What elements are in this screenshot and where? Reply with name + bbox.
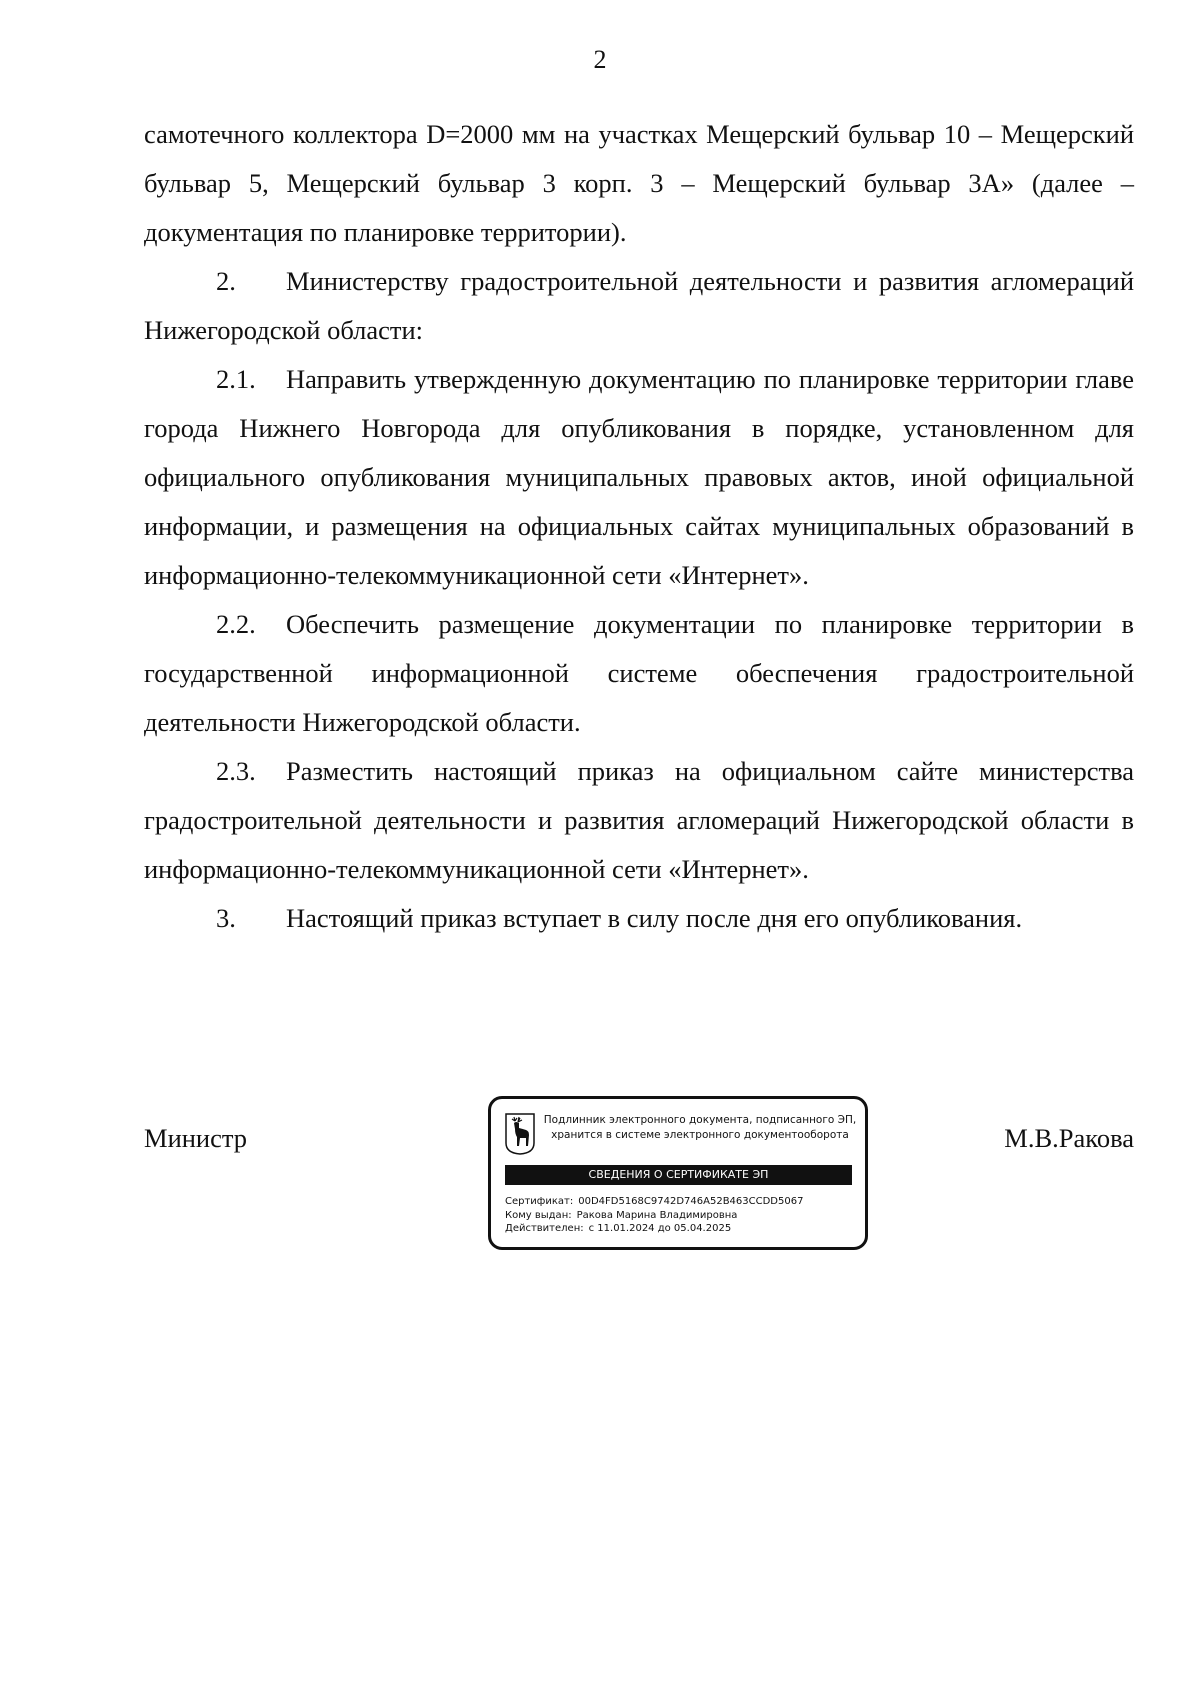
stamp-certificate-bar: СВЕДЕНИЯ О СЕРТИФИКАТЕ ЭП — [505, 1165, 852, 1185]
item-text: Министерству градостроительной деятельности и развития агломераций Нижегородской области: — [144, 266, 1134, 345]
stamp-details — [505, 1195, 855, 1236]
item-2-3 — [144, 747, 1134, 894]
page-number: 2 — [593, 45, 607, 74]
item-number: 2.2. — [216, 609, 256, 639]
item-text: Направить утвержденную документацию по планировке территории главе города Нижнего Новгорода для опубликования в порядке, установленном для официального опубликования муниципальных правовых актов, иной официальной информации, и размещения на официальных сайтах муниципальных образований в информационно-телекоммуникационной сети «Интернет». — [144, 364, 1134, 590]
electronic-signature-stamp — [488, 1096, 868, 1250]
valid-row — [505, 1222, 855, 1236]
valid-label: Действителен: — [505, 1223, 584, 1234]
item-text: Разместить настоящий приказ на официальном сайте министерства градостроительной деятельности и развития агломераций Нижегородской области в информационно-телекоммуникационной сети «Интернет». — [144, 756, 1134, 884]
deer-emblem-icon — [505, 1113, 535, 1155]
stamp-header-line: хранится в системе электронного документооборота — [551, 1129, 849, 1141]
item-2 — [144, 257, 1134, 355]
item-2-1 — [144, 355, 1134, 600]
signer-position: Министр — [144, 1123, 248, 1153]
item-text: Обеспечить размещение документации по планировке территории в государственной информационной системе обеспечения градостроительной деятельности Нижегородской области. — [144, 609, 1134, 737]
issued-to-row — [505, 1209, 855, 1223]
item-number: 2.3. — [216, 756, 256, 786]
item-2-2 — [144, 600, 1134, 747]
certificate-label: Сертификат: — [505, 1196, 574, 1207]
certificate-row — [505, 1195, 855, 1209]
valid-value: с 11.01.2024 до 05.04.2025 — [588, 1223, 732, 1234]
item-number: 2. — [216, 266, 236, 296]
certificate-value: 00D4FD5168C9742D746A52B463CCDD5067 — [578, 1196, 804, 1207]
issued-to-value: Ракова Марина Владимировна — [576, 1209, 738, 1221]
item-number: 3. — [216, 903, 236, 933]
signer-name: М.В.Ракова — [1004, 1123, 1134, 1153]
intro-paragraph: самотечного коллектора D=2000 мм на участках Мещерский бульвар 10 – Мещерский бульвар 5, Мещерский бульвар 3 корп. 3 – Мещерский бульвар 3А» (далее – документация по планировке территории). — [144, 119, 1134, 247]
document-body — [144, 110, 1134, 943]
stamp-header — [541, 1113, 859, 1143]
item-text: Настоящий приказ вступает в силу после дня его опубликования. — [286, 903, 1023, 933]
item-3 — [144, 894, 1134, 943]
item-number: 2.1. — [216, 364, 256, 394]
issued-to-label: Кому выдан: — [505, 1209, 572, 1221]
stamp-header-line: Подлинник электронного документа, подписанного ЭП, — [543, 1114, 857, 1126]
